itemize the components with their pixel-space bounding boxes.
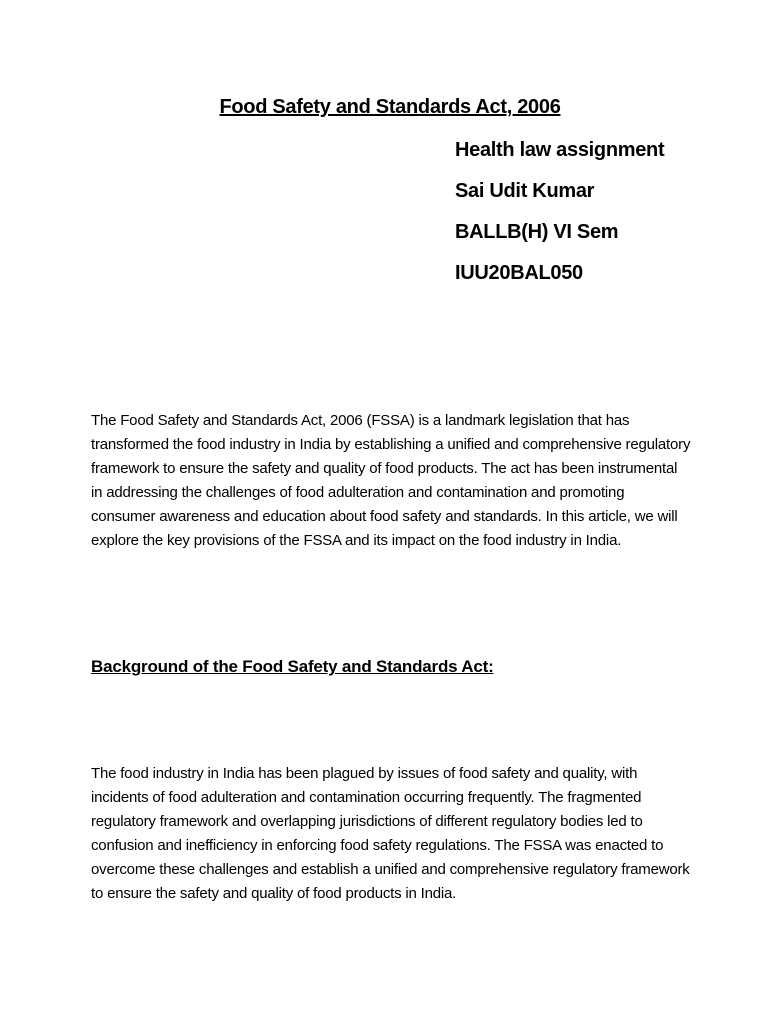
background-paragraph: The food industry in India has been plagued by issues of food safety and quality, with incidents of food adulteration and contamination occurring frequently. The fragmented regulatory framework and overlapping jurisdictions of different regulatory bodies led to confusion and inefficiency in enforcing food safety regulations. The FSSA was enacted to overcome these challenges and establish a unified and comprehensive regulatory framework to ensure the safety and quality of food products in India. bbox=[91, 765, 690, 902]
assignment-subject: Health law assignment bbox=[455, 139, 665, 161]
author-name: Sai Udit Kumar bbox=[455, 180, 595, 202]
document-title: Food Safety and Standards Act, 2006 bbox=[219, 96, 561, 118]
enrollment-id: IUU20BAL050 bbox=[455, 262, 583, 284]
intro-paragraph: The Food Safety and Standards Act, 2006 (FSSA) is a landmark legislation that has transformed the food industry in India by establishing a unified and comprehensive regulatory framework to ensure the safety and quality of food products. The act has been instrumental in addressing the challenges of food adulteration and contamination and promoting consumer awareness and education about food safety and standards. In this article, we will explore the key provisions of the FSSA and its impact on the food industry in India. bbox=[91, 412, 691, 549]
author-info-block bbox=[455, 137, 664, 301]
section-heading-background: Background of the Food Safety and Standards Act: bbox=[91, 657, 494, 676]
course-semester: BALLB(H) VI Sem bbox=[455, 221, 619, 243]
